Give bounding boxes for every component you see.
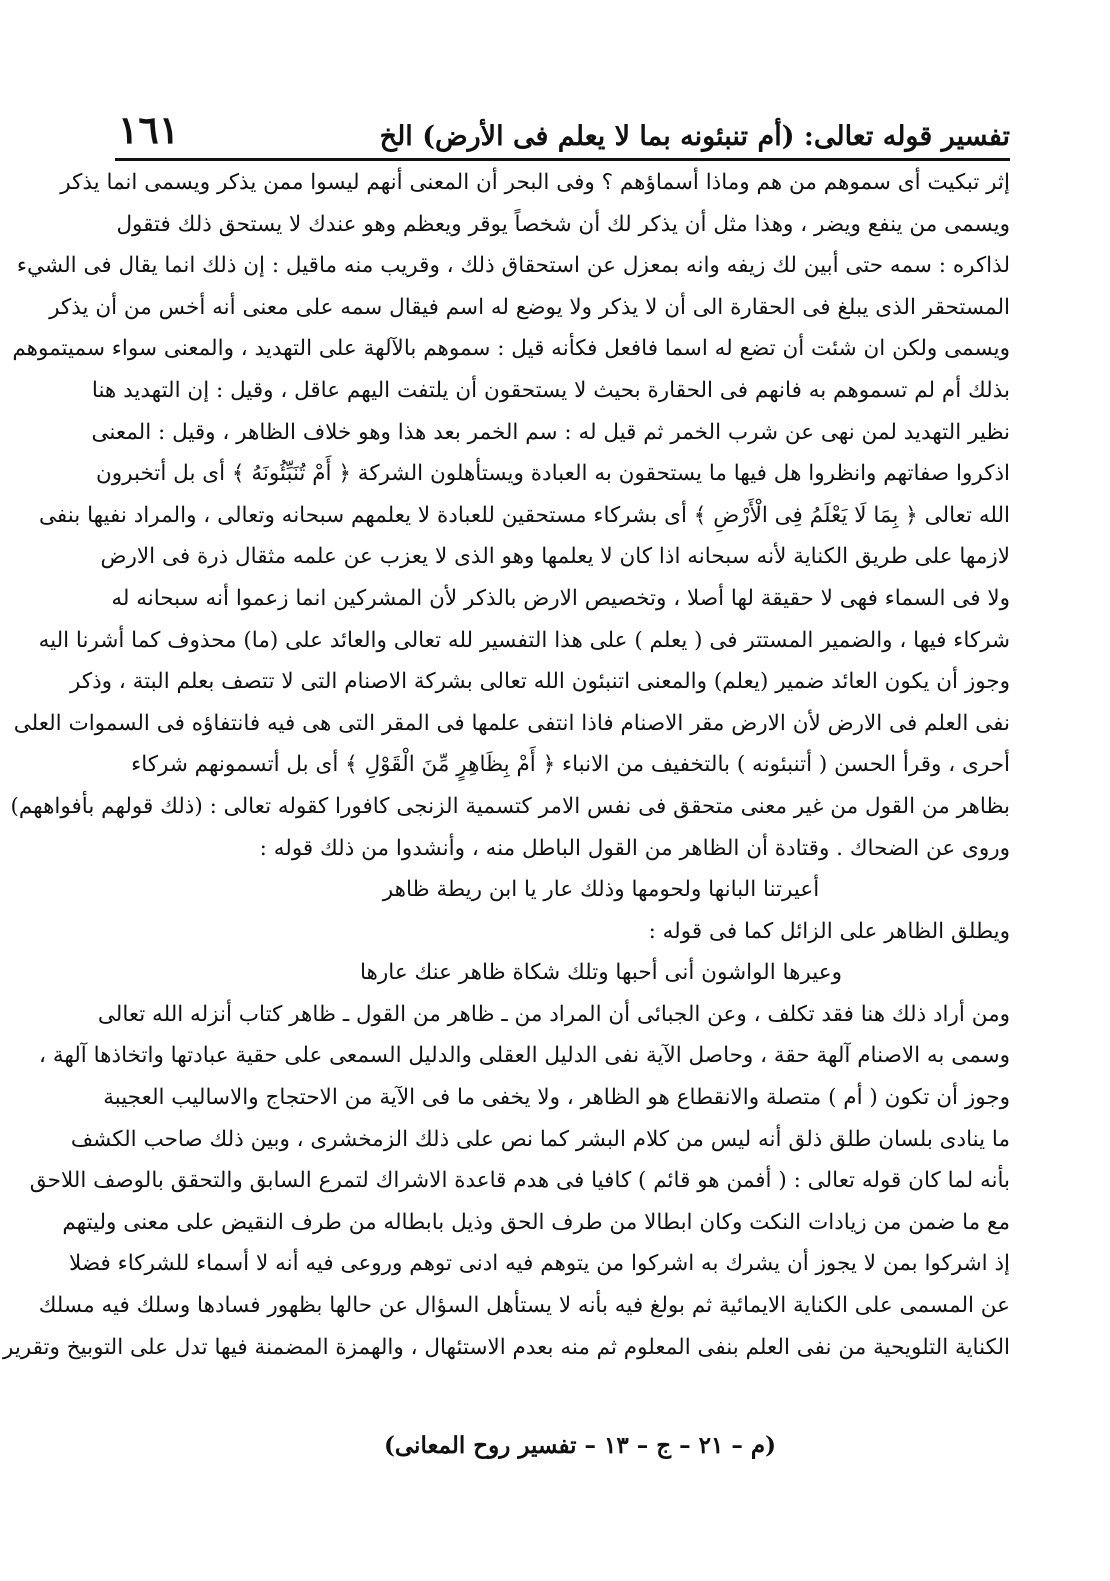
text-line: المستحقر الذى يبلغ فى الحقارة الى أن لا يذكر ولا يوضع له اسم فيقال سمه على معنى أنه أخس من أن يذكر (49, 294, 1010, 320)
text-line: وسمى به الاصنام آلهة حقة ، وحاصل الآية نفى الدليل العقلى والدليل السمعى على حقية عبادتها واتخاذها آلهة ، (39, 1043, 1010, 1069)
text-line: ويسمى ولكن ان شئت أن تضع له اسما فافعل فكأنه قيل : سموهم بالآلهة على التهديد ، والمعنى سواء سميتموهم (12, 336, 1010, 362)
text-line: ويسمى من ينفع ويضر ، وهذا مثل أن يذكر لك أن شخصاً يوقر ويعظم وهو عندك لا يستحق ذلك فتقول (116, 211, 1010, 237)
text-line: وجوز أن تكون ( أم ) متصلة والانقطاع هو الظاهر ، ولا يخفى ما فى الآية من الاحتجاج والاساليب العجيبة (103, 1085, 1010, 1111)
text-line: ولا فى السماء فهى لا حقيقة لها أصلا ، وتخصيص الارض بالذكر لأن المشركين انما زعموا أنه سبحانه له (111, 585, 1010, 611)
text-line: الكناية التلويحية من نفى العلم بنفى المعلوم ثم منه بعدم الاستئهال ، والهمزة المضمنة فيها تدل على التوبيخ وتقرير (2, 1334, 1010, 1360)
running-header (118, 96, 1010, 152)
text-line: نظير التهديد لمن نهى عن شرب الخمر ثم قيل له : سم الخمر بعد هذا وهو خلاف الظاهر ، وقيل : المعنى (91, 419, 1010, 445)
text-line: لازمها على طريق الكناية لأنه سبحانه اذا كان لا يعلمها وهو الذى لا يعزب عن علمه مثقال ذرة فى الارض (100, 544, 1010, 570)
text-line: اذكروا صفاتهم وانظروا هل فيها ما يستحقون به العبادة ويستأهلون الشركة ﴿ أَمْ تُنَبِّئُونَهُ ﴾ أى بل أتخبرون (95, 461, 1010, 487)
text-line: لذاكره : سمه حتى أبين لك زيفه وانه بمعزل عن استحقاق ذلك ، وقريب منه ماقيل : إن ذلك انما يقال فى الشيء (16, 253, 1010, 279)
text-line: وجوز أن يكون العائد ضمير (يعلم) والمعنى اتنبئون الله تعالى بشركة الاصنام التى لا تتصف بعلم البتة ، وذكر (70, 669, 1010, 695)
page-number: ١٦١ (118, 107, 180, 152)
commentary-text (2, 162, 1010, 1368)
page-header-title: تفسير قوله تعالى: (أم تنبئونه بما لا يعلم فى الأرض) الخ (379, 121, 1010, 152)
text-line: بذلك أم لم تسموهم به فانهم فى الحقارة بحيث لا يستحقون أن يلتفت اليهم عاقل ، وقيل : إن التهديد هنا (91, 377, 1010, 403)
verse-line: أعيرتنا البانها ولحومها وذلك عار يا ابن ريطة ظاهر (382, 877, 820, 903)
text-line: ومن أراد ذلك هنا فقد تكلف ، وعن الجبائى أن المراد من ـ ظاهر من القول ـ ظاهر كتاب أنزله الله تعالى (97, 1001, 1010, 1027)
text-line: نفى العلم فى الارض لأن الارض مقر الاصنام فاذا انتفى علمها فى المقر التى هى فيه فانتفاؤه فى السموات العلى (13, 710, 1010, 736)
text-line: مع ما ضمن من زيادات النكت وكان ابطالا من طرف الحق وذيل بابطاله من طرف النقيض على معنى وليتهم (62, 1209, 1010, 1235)
text-line: بظاهر من القول من غير معنى متحقق فى نفس الامر كتسمية الزنجى كافورا كقوله تعالى : (ذلك قولهم بأفواههم) (10, 793, 1010, 819)
text-line: عن المسمى على الكناية الايمائية ثم بولغ فيه بأنه لا يستأهل السؤال عن حالها بظهور فسادها وسلك فيه مسلك (38, 1293, 1010, 1319)
text-line: شركاء فيها ، والضمير المستتر فى ( يعلم ) على هذا التفسير لله تعالى والعائد على (ما) محذوف كما أشرنا اليه (38, 627, 1010, 653)
verse-line: وعيرها الواشون أنى أحبها وتلك شكاة ظاهر عنك عارها (360, 960, 842, 986)
text-line: الله تعالى ﴿ بِمَا لَا يَعْلَمُ فِى الْأَرْضِ ﴾ أى بشركاء مستحقين للعبادة لا يعلمهم سبحانه وتعالى ، والمراد نفيها بنفى (38, 502, 1010, 528)
text-line: إثر تبكيت أى سموهم من هم وماذا أسماؤهم ؟ وفى البحر أن المعنى أنهم ليسوا ممن يذكر ويسمى انما يذكر (60, 170, 1010, 195)
text-line: إذ اشركوا بمن لا يجوز أن يشرك به اشركوا من يتوهم فيه ادنى توهم وروعى فيه أنه لا أسماء للشركاء فضلا (69, 1251, 1010, 1277)
text-line: وروى عن الضحاك . وقتادة أن الظاهر من القول الباطل منه ، وأنشدوا من ذلك قوله : (259, 835, 1010, 861)
text-line: ويطلق الظاهر على الزائل كما فى قوله : (648, 918, 1010, 944)
text-line: بأنه لما كان قوله تعالى : ( أفمن هو قائم ) كافيا فى هدم قاعدة الاشراك لتمرع السابق والتحقق بالوصف اللاحق (29, 1168, 1010, 1194)
text-line: أحرى ، وقرأ الحسن ( أتنبئونه ) بالتخفيف من الانباء ﴿ أَمْ بِظَاهِرٍ مِّنَ الْقَوْلِ ﴾ أى بل أتسمونهم شركاء (131, 752, 1010, 778)
header-rule (115, 158, 1010, 161)
signature-mark: (م – ٢١ – ج – ١٣ – تفسير روح المعانى) (384, 1432, 776, 1459)
text-line: ما ينادى بلسان طلق ذلق أنه ليس من كلام البشر كما نص على ذلك الزمخشرى ، وبين ذلك صاحب الكشف (70, 1126, 1010, 1152)
